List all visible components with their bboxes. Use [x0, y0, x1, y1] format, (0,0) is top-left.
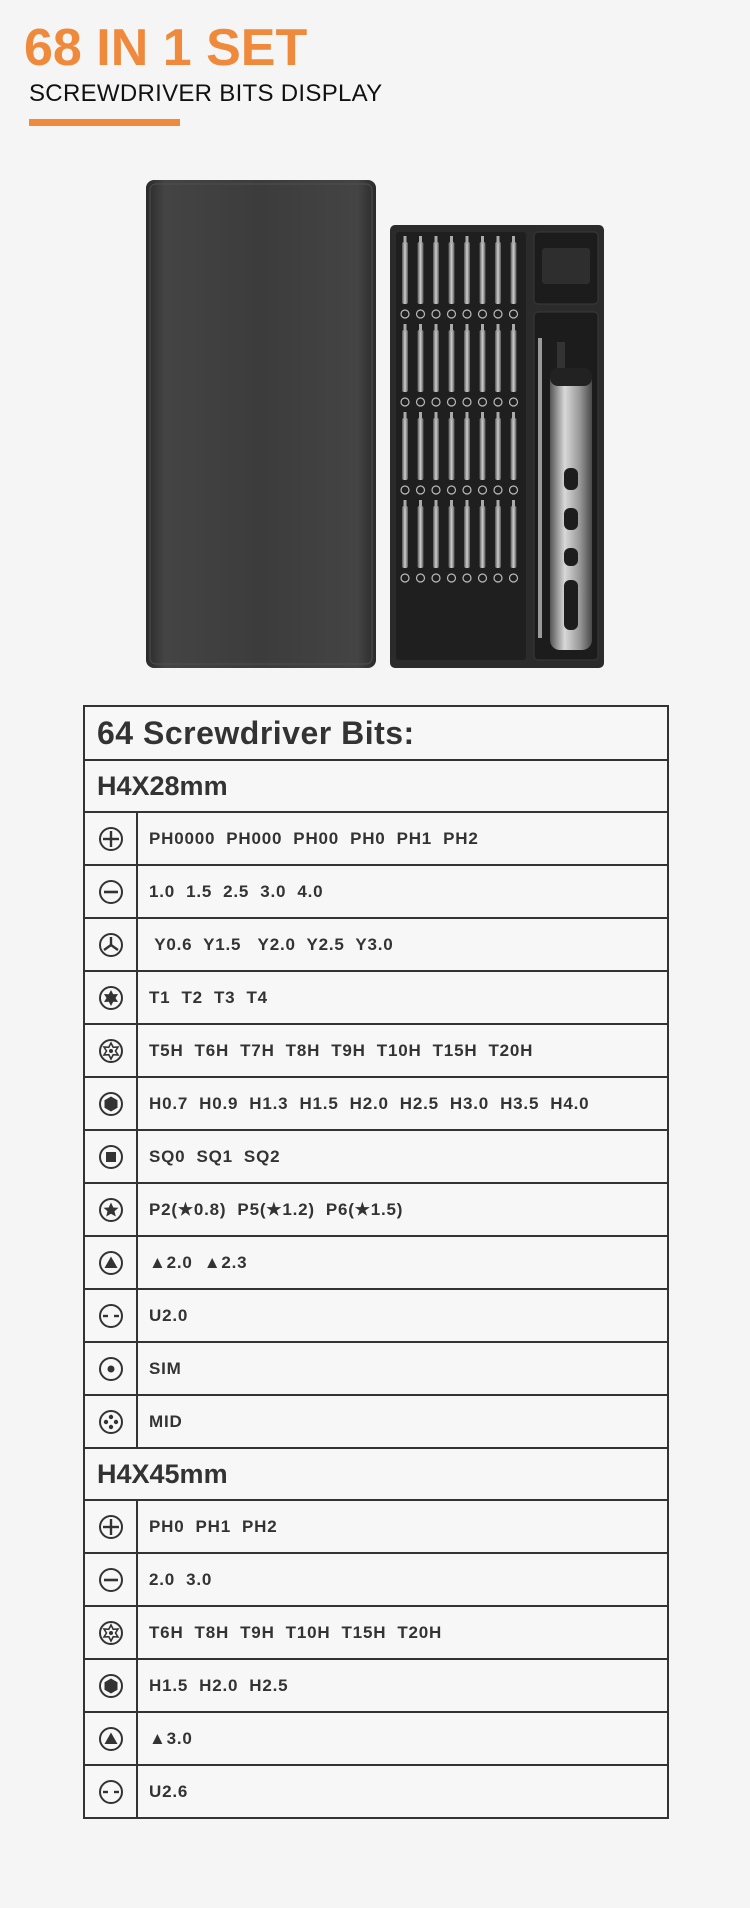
- table-row: [85, 1499, 667, 1552]
- hex-icon: [85, 1078, 138, 1129]
- bit-shaft: [511, 242, 517, 304]
- bit-tip: [450, 324, 453, 332]
- triangle-icon: [85, 1237, 138, 1288]
- bit-sizes: SIM: [149, 1358, 182, 1378]
- bit-shaft: [418, 242, 424, 304]
- bit-tip: [450, 236, 453, 244]
- table-row: [85, 1394, 667, 1447]
- bit-sizes: P2(★0.8) P5(★1.2) P6(★1.5): [149, 1199, 404, 1219]
- table-row: [85, 864, 667, 917]
- bit-shaft: [464, 242, 470, 304]
- bit-shaft: [418, 330, 424, 392]
- table-title-row: [85, 707, 667, 759]
- torx-security-icon: [85, 1025, 138, 1076]
- bit-tip: [466, 500, 469, 508]
- bit-sizes: PH0 PH1 PH2: [149, 1516, 278, 1536]
- table-row: [85, 970, 667, 1023]
- square-icon: [85, 1131, 138, 1182]
- section-header-row: [85, 759, 667, 811]
- bit-tip: [497, 412, 500, 420]
- tri-wing-y-icon: [85, 919, 138, 970]
- mid-icon: [85, 1396, 138, 1447]
- bit-tip: [481, 324, 484, 332]
- phillips-icon: [85, 813, 138, 864]
- bit-tip: [419, 412, 422, 420]
- table-row: [85, 1711, 667, 1764]
- table-title: 64 Screwdriver Bits:: [97, 714, 415, 751]
- bit-shaft: [495, 506, 501, 568]
- bit-shaft: [495, 242, 501, 304]
- u-type-icon: [85, 1290, 138, 1341]
- bit-tip: [419, 236, 422, 244]
- bit-tip: [481, 412, 484, 420]
- bit-shaft: [480, 418, 486, 480]
- table-row: [85, 1288, 667, 1341]
- bit-shaft: [418, 506, 424, 568]
- bit-shaft: [464, 330, 470, 392]
- bit-tip: [466, 324, 469, 332]
- bit-shaft: [495, 330, 501, 392]
- bit-shaft: [402, 418, 408, 480]
- table-row: [85, 1552, 667, 1605]
- bit-shaft: [433, 506, 439, 568]
- table-row: [85, 1129, 667, 1182]
- table-row: [85, 1076, 667, 1129]
- bit-tip: [481, 500, 484, 508]
- bit-sizes: ▲3.0: [149, 1728, 193, 1748]
- bit-tip: [404, 500, 407, 508]
- table-row: [85, 917, 667, 970]
- bit-tip: [512, 324, 515, 332]
- bit-tip: [404, 324, 407, 332]
- bit-tip: [450, 500, 453, 508]
- bit-shaft: [449, 330, 455, 392]
- bit-tip: [419, 324, 422, 332]
- bit-shaft: [433, 418, 439, 480]
- product-image: [144, 178, 606, 670]
- bit-tip: [466, 412, 469, 420]
- bit-sizes: U2.6: [149, 1781, 189, 1801]
- bit-sizes: T5H T6H T7H T8H T9H T10H T15H T20H: [149, 1040, 534, 1060]
- bit-shaft: [480, 506, 486, 568]
- bit-sizes: ▲2.0 ▲2.3: [149, 1252, 248, 1272]
- bit-sizes: H1.5 H2.0 H2.5: [149, 1675, 289, 1695]
- bit-tip: [419, 500, 422, 508]
- bit-sizes: U2.0: [149, 1305, 189, 1325]
- slotted-icon: [85, 1554, 138, 1605]
- bit-shaft: [480, 242, 486, 304]
- sim-pin-icon: [85, 1343, 138, 1394]
- bit-tip: [497, 324, 500, 332]
- bit-sizes: SQ0 SQ1 SQ2: [149, 1146, 281, 1166]
- bit-shaft: [449, 242, 455, 304]
- page-subtitle: SCREWDRIVER BITS DISPLAY: [29, 80, 383, 107]
- bit-shaft: [480, 330, 486, 392]
- triangle-icon: [85, 1713, 138, 1764]
- section-heading: H4X45mm: [97, 1458, 228, 1489]
- pentalobe-icon: [85, 1184, 138, 1235]
- page-title: 68 IN 1 SET: [24, 19, 308, 77]
- u-type-icon: [85, 1766, 138, 1817]
- torx-security-icon: [85, 1607, 138, 1658]
- bits-spec-table: [83, 705, 669, 1819]
- bit-tip: [512, 412, 515, 420]
- table-row: [85, 811, 667, 864]
- bit-shaft: [402, 330, 408, 392]
- bit-tip: [512, 500, 515, 508]
- bit-shaft: [464, 418, 470, 480]
- bit-shaft: [402, 506, 408, 568]
- bit-sizes: T1 T2 T3 T4: [149, 987, 268, 1007]
- bit-sizes: 2.0 3.0: [149, 1569, 213, 1589]
- bit-shaft: [511, 506, 517, 568]
- section-heading: H4X28mm: [97, 770, 228, 801]
- bit-tip: [497, 500, 500, 508]
- bit-tip: [450, 412, 453, 420]
- bit-sizes: T6H T8H T9H T10H T15H T20H: [149, 1622, 443, 1642]
- hex-icon: [85, 1660, 138, 1711]
- table-row: [85, 1658, 667, 1711]
- bit-tip: [497, 236, 500, 244]
- table-row: [85, 1605, 667, 1658]
- bit-tip: [404, 236, 407, 244]
- accent-underline: [29, 119, 180, 126]
- bit-shaft: [464, 506, 470, 568]
- bit-shaft: [511, 330, 517, 392]
- slotted-icon: [85, 866, 138, 917]
- table-row: [85, 1235, 667, 1288]
- bit-tip: [404, 412, 407, 420]
- bit-tip: [435, 236, 438, 244]
- bit-sizes: PH0000 PH000 PH00 PH0 PH1 PH2: [149, 828, 479, 848]
- bit-tip: [481, 236, 484, 244]
- section-header-row: [85, 1447, 667, 1499]
- phillips-icon: [85, 1501, 138, 1552]
- bit-shaft: [449, 418, 455, 480]
- table-row: [85, 1764, 667, 1817]
- table-row: [85, 1341, 667, 1394]
- bit-tip: [435, 324, 438, 332]
- torx-icon: [85, 972, 138, 1023]
- bit-sizes: H0.7 H0.9 H1.3 H1.5 H2.0 H2.5 H3.0 H3.5 H4.0: [149, 1093, 590, 1113]
- bit-sizes: MID: [149, 1411, 183, 1431]
- bit-shaft: [418, 418, 424, 480]
- bit-shaft: [402, 242, 408, 304]
- bit-tip: [435, 500, 438, 508]
- bit-shaft: [449, 506, 455, 568]
- bit-tip: [435, 412, 438, 420]
- bit-tip: [512, 236, 515, 244]
- bit-tip: [466, 236, 469, 244]
- table-row: [85, 1182, 667, 1235]
- table-row: [85, 1023, 667, 1076]
- bit-shaft: [433, 330, 439, 392]
- bit-shaft: [511, 418, 517, 480]
- bit-sizes: 1.0 1.5 2.5 3.0 4.0: [149, 881, 324, 901]
- bit-shaft: [495, 418, 501, 480]
- bit-sizes: Y0.6 Y1.5 Y2.0 Y2.5 Y3.0: [149, 934, 394, 954]
- bit-shaft: [433, 242, 439, 304]
